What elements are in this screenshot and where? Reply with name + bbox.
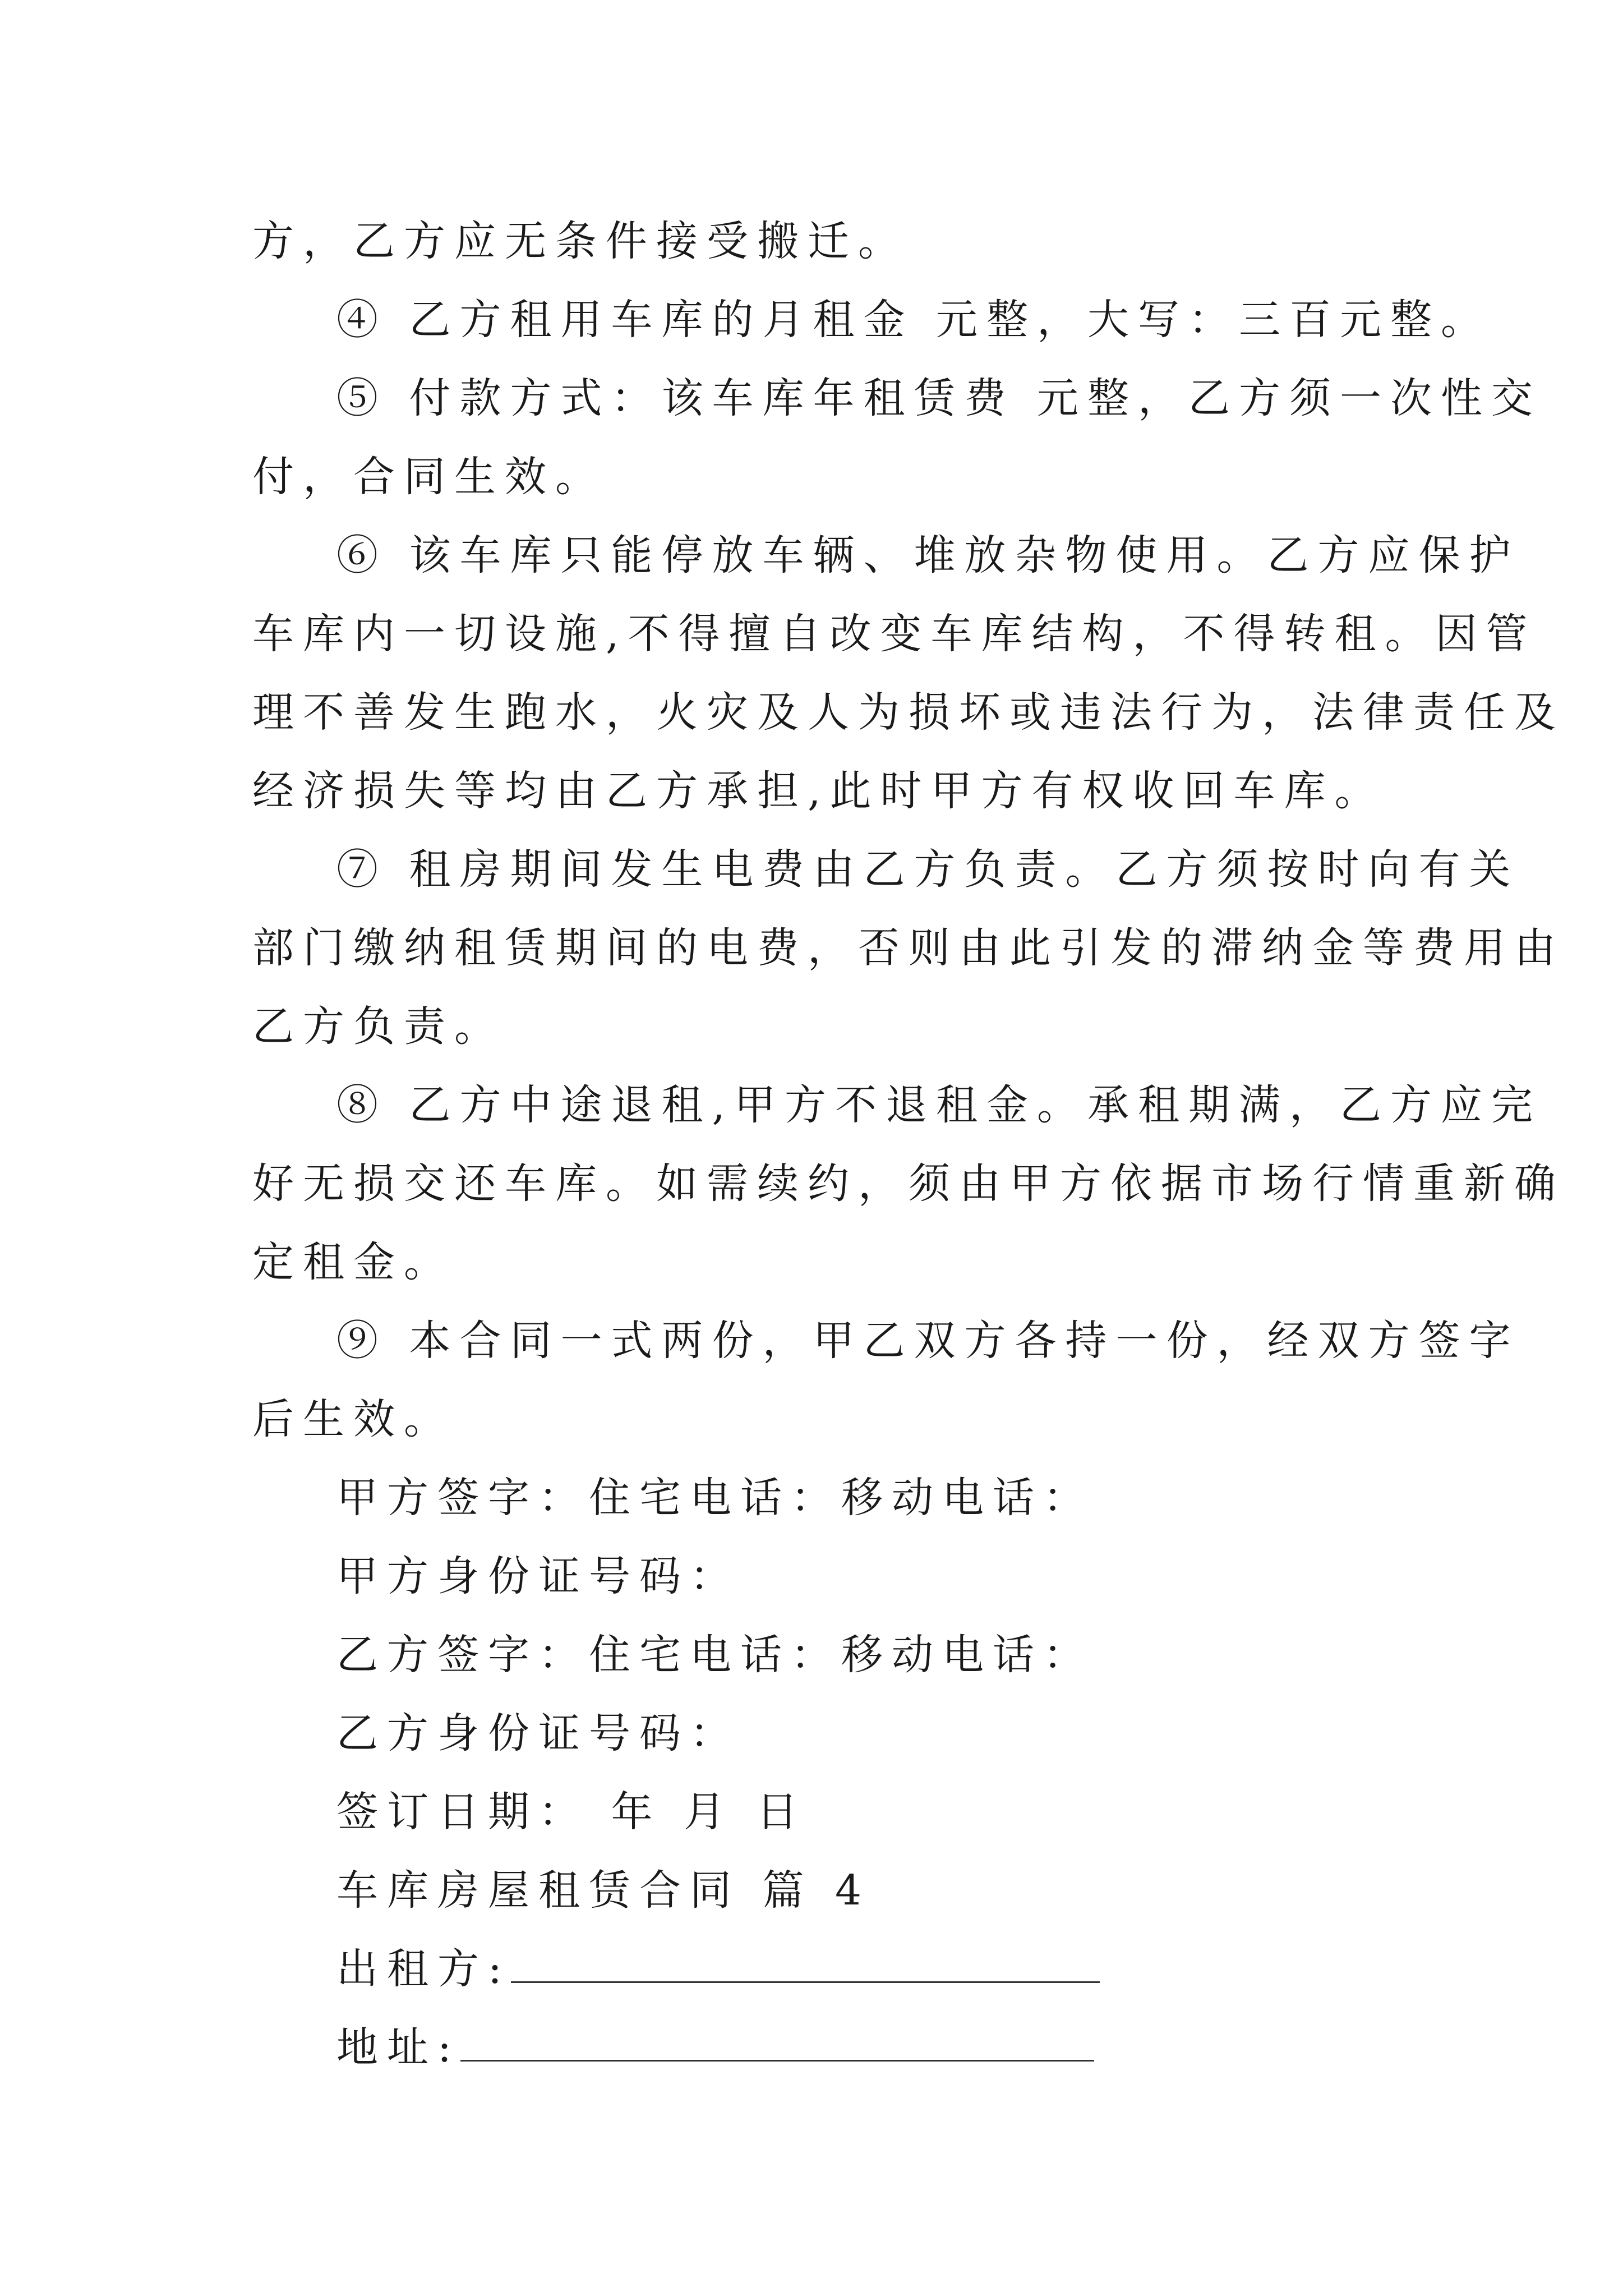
text-line: 方，乙方应无条件接受搬迁。 bbox=[252, 217, 909, 265]
party-b-signature-line: 乙方签字：住宅电话：移动电话： bbox=[336, 1631, 1094, 1679]
address-blank bbox=[460, 2054, 1094, 2062]
text-line: 后生效。 bbox=[252, 1395, 454, 1443]
address-label: 地址: bbox=[336, 2023, 460, 2072]
lessor-label: 出租方: bbox=[336, 1945, 511, 1993]
party-a-signature-line: 甲方签字：住宅电话：移动电话： bbox=[336, 1474, 1094, 1522]
signing-date-line: 签订日期： 年 月 日 bbox=[336, 1788, 807, 1836]
party-a-id-line: 甲方身份证号码： bbox=[336, 1552, 740, 1600]
text-line: 理不善发生跑水，火灾及人为损坏或违法行为，法律责任及 bbox=[252, 688, 1565, 737]
text-line: 经济损失等均由乙方承担,此时甲方有权收回车库。 bbox=[252, 767, 1385, 815]
text-line: 乙方负责。 bbox=[252, 1002, 505, 1051]
text-line: 好无损交还车库。如需续约，须由甲方依据市场行情重新确 bbox=[252, 1159, 1565, 1208]
address-field bbox=[336, 2019, 1469, 2076]
clause-8: ⑧ 乙方中途退租,甲方不退租金。承租期满，乙方应完 bbox=[336, 1081, 1542, 1129]
lessor-blank bbox=[511, 1976, 1100, 1983]
clause-9: ⑨ 本合同一式两份，甲乙双方各持一份，经双方签字 bbox=[336, 1317, 1520, 1365]
section-heading: 车库房屋租赁合同 篇 4 bbox=[336, 1866, 871, 1915]
clause-5: ⑤ 付款方式：该车库年租赁费 元整，乙方须一次性交 bbox=[336, 374, 1542, 422]
text-line: 部门缴纳租赁期间的电费，否则由此引发的滞纳金等费用由 bbox=[252, 924, 1565, 972]
clause-7: ⑦ 租房期间发生电费由乙方负责。乙方须按时向有关 bbox=[336, 845, 1520, 894]
text-line: 付，合同生效。 bbox=[252, 453, 606, 501]
party-b-id-line: 乙方身份证号码： bbox=[336, 1709, 740, 1757]
clause-6: ⑥ 该车库只能停放车辆、堆放杂物使用。乙方应保护 bbox=[336, 531, 1520, 579]
text-line: 车库内一切设施,不得擅自改变车库结构，不得转租。因管 bbox=[252, 610, 1537, 658]
clause-4: ④ 乙方租用车库的月租金 元整，大写：三百元整。 bbox=[336, 296, 1492, 344]
text-line: 定租金。 bbox=[252, 1238, 454, 1286]
lessor-field bbox=[336, 1941, 1469, 1997]
